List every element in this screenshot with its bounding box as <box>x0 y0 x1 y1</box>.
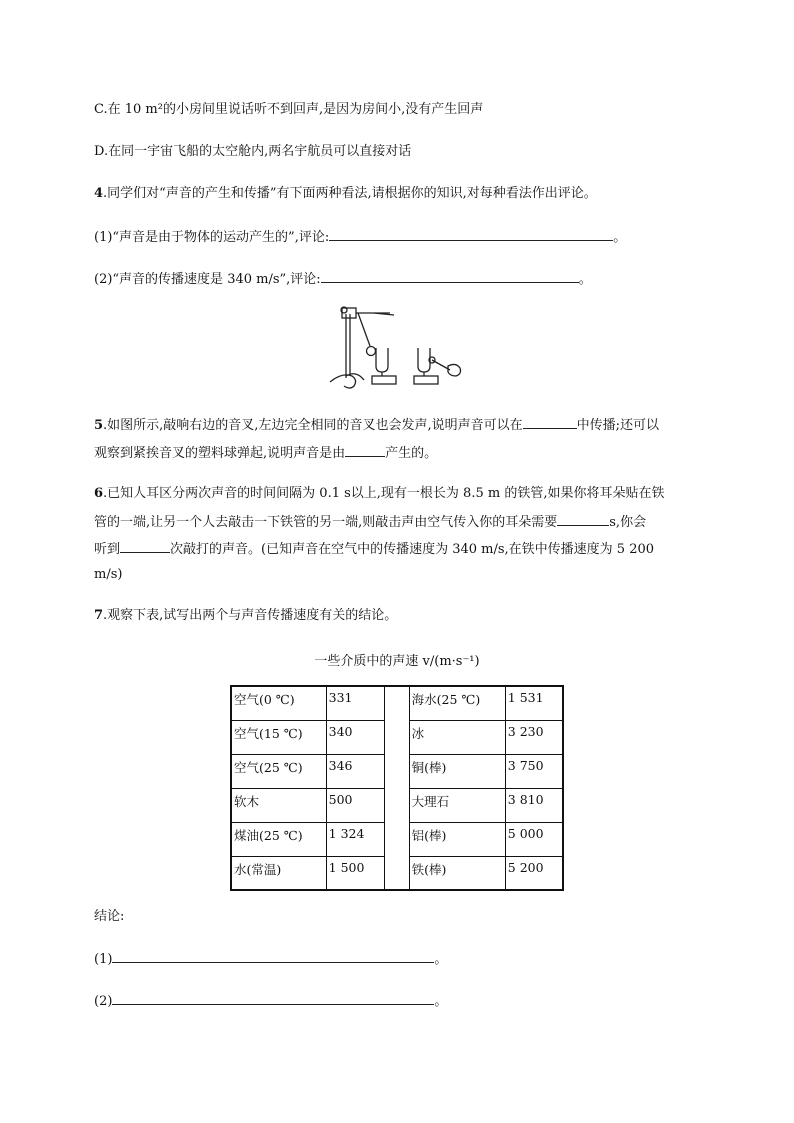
table-gap <box>385 686 409 720</box>
question-4 <box>94 184 597 204</box>
question-number: 5 <box>94 418 104 433</box>
speed-cell: 5 000 <box>505 822 563 856</box>
question-text: .已知人耳区分两次声音的时间间隔为 0.1 s以上,现有一根长为 8.5 m 的铁管,如果你将耳朵贴在铁 <box>103 486 665 501</box>
conclusion-2 <box>94 990 447 1012</box>
question-number: 7 <box>94 608 104 623</box>
question-text: .观察下表,试写出两个与声音传播速度有关的结论。 <box>103 608 398 623</box>
conclusion-label: 结论: <box>94 909 125 924</box>
question-text: 管的一端,让另一个人去敲击一下铁管的另一端,则敲击声由空气传入你的耳朵需要 <box>94 515 558 530</box>
speed-cell: 3 810 <box>505 788 563 822</box>
speed-cell: 340 <box>326 720 385 754</box>
period: 。 <box>434 952 448 967</box>
table-gap <box>385 788 409 822</box>
question-6-line-4: m/s) <box>94 567 123 582</box>
table-row <box>231 686 563 720</box>
part-1-label: (1)“声音是由于物体的运动产生的”,评论: <box>94 230 330 245</box>
conclusion-1 <box>94 948 447 970</box>
table-gap <box>385 720 409 754</box>
question-text: 中传播;还可以 <box>576 418 659 433</box>
question-number: 6 <box>94 486 104 501</box>
table-title: 一些介质中的声速 v/(m·s⁻¹) <box>314 654 480 669</box>
period: 。 <box>613 230 627 245</box>
tuning-fork-figure <box>322 300 467 395</box>
table-gap <box>385 754 409 788</box>
question-text: 观察到紧挨音叉的塑料球弹起,说明声音是由 <box>94 446 346 461</box>
part-2-label: (2)“声音的传播速度是 340 m/s”,评论: <box>94 272 321 287</box>
option-c: C.在 10 m²的小房间里说话听不到回声,是因为房间小,没有产生回声 <box>94 102 484 117</box>
speed-cell: 1 500 <box>326 856 385 890</box>
answer-blank[interactable] <box>329 226 613 241</box>
question-4-part-1 <box>94 226 626 248</box>
table-row <box>231 720 563 754</box>
question-4-part-2 <box>94 268 592 290</box>
medium-cell: 海水(25 ℃) <box>409 686 505 720</box>
speed-cell: 331 <box>326 686 385 720</box>
table-row <box>231 788 563 822</box>
answer-blank[interactable] <box>112 948 434 963</box>
medium-cell: 冰 <box>409 720 505 754</box>
medium-cell: 铁(棒) <box>409 856 505 890</box>
medium-cell: 水(常温) <box>231 856 326 890</box>
table-gap <box>385 822 409 856</box>
medium-cell: 铝(棒) <box>409 822 505 856</box>
speed-cell: 5 200 <box>505 856 563 890</box>
answer-blank[interactable] <box>112 990 434 1005</box>
answer-blank[interactable] <box>523 414 577 429</box>
medium-cell: 空气(25 ℃) <box>231 754 326 788</box>
speed-cell: 1 531 <box>505 686 563 720</box>
period: 。 <box>578 272 592 287</box>
answer-blank[interactable] <box>321 268 579 283</box>
option-d: D.在同一宇宙飞船的太空舱内,两名宇航员可以直接对话 <box>94 144 412 159</box>
medium-cell: 煤油(25 ℃) <box>231 822 326 856</box>
table-gap <box>385 856 409 890</box>
question-6-line-1 <box>94 484 664 504</box>
question-number: 4 <box>94 186 104 201</box>
speed-cell: 346 <box>326 754 385 788</box>
question-text: .同学们对“声音的产生和传播”有下面两种看法,请根据你的知识,对每种看法作出评论。 <box>103 186 597 201</box>
medium-cell: 铜(棒) <box>409 754 505 788</box>
question-7 <box>94 606 397 626</box>
table-row <box>231 822 563 856</box>
sound-speed-table <box>230 685 564 891</box>
medium-cell: 大理石 <box>409 788 505 822</box>
question-text: 听到 <box>94 542 121 557</box>
conclusion-number: (1) <box>94 952 113 967</box>
question-5-line-1 <box>94 414 659 436</box>
question-5-line-2 <box>94 442 437 464</box>
question-text: .如图所示,敲响右边的音叉,左边完全相同的音叉也会发声,说明声音可以在 <box>103 418 523 433</box>
answer-blank[interactable] <box>345 442 385 457</box>
question-6-line-3 <box>94 538 654 560</box>
speed-cell: 3 230 <box>505 720 563 754</box>
conclusion-number: (2) <box>94 994 113 1009</box>
medium-cell: 空气(15 ℃) <box>231 720 326 754</box>
question-text: 次敲打的声音。(已知声音在空气中的传播速度为 340 m/s,在铁中传播速度为 5 200 <box>170 542 655 557</box>
speed-cell: 1 324 <box>326 822 385 856</box>
question-6-line-2 <box>94 511 646 533</box>
answer-blank[interactable] <box>120 538 170 553</box>
period: 。 <box>434 994 448 1009</box>
speed-cell: 3 750 <box>505 754 563 788</box>
table-row <box>231 856 563 890</box>
medium-cell: 软木 <box>231 788 326 822</box>
medium-cell: 空气(0 ℃) <box>231 686 326 720</box>
table-row <box>231 754 563 788</box>
speed-cell: 500 <box>326 788 385 822</box>
question-text: s,你会 <box>609 515 647 530</box>
answer-blank[interactable] <box>557 511 609 526</box>
question-text: 产生的。 <box>385 446 438 461</box>
